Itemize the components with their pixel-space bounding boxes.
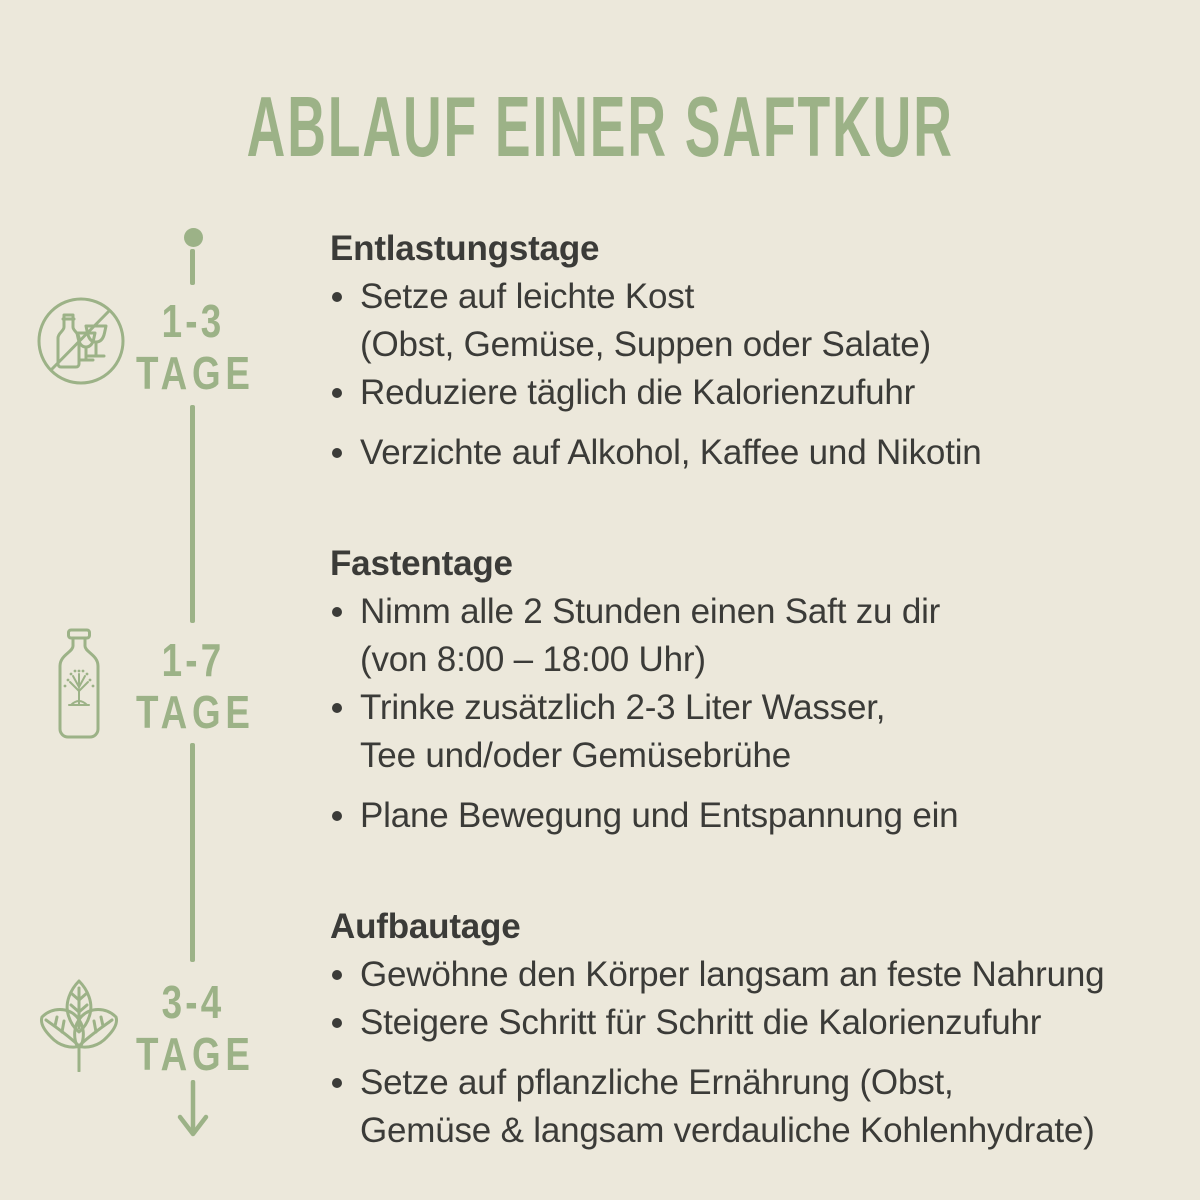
bullet-text: Setze auf leichte Kost (Obst, Gemüse, Suppen oder Salate) <box>360 277 932 364</box>
bullet-text: Steigere Schritt für Schritt die Kalorienzufuhr <box>360 1003 1042 1042</box>
section-heading: Fastentage <box>330 544 513 583</box>
bullet-text: Setze auf pflanzliche Ernährung (Obst, Gemüse & langsam verdauliche Kohlenhydrate) <box>360 1063 1095 1150</box>
phase-3-duration-unit: TAGE <box>136 1028 255 1080</box>
bullet-text: Trinke zusätzlich 2-3 Liter Wasser, Tee und/oder Gemüsebrühe <box>360 688 886 775</box>
bullet-text: Gewöhne den Körper langsam an feste Nahrung <box>360 955 1105 994</box>
timeline-segment-2 <box>190 405 195 623</box>
bullet-text: Reduziere täglich die Kalorienzufuhr <box>360 373 916 412</box>
bullet-dot <box>332 448 342 458</box>
section-entlastungstage <box>330 225 1190 477</box>
bullet-dot <box>332 1078 342 1088</box>
list-item <box>330 951 1190 999</box>
phase-1-duration: 1-3 <box>161 295 225 347</box>
timeline-segment-3 <box>190 743 195 962</box>
list-item <box>330 273 1190 369</box>
timeline-start-dot <box>184 228 203 247</box>
section-aufbautage <box>330 903 1190 1155</box>
bullet-list <box>330 588 1190 840</box>
bullet-text: Nimm alle 2 Stunden einen Saft zu dir (von 8:00 – 18:00 Uhr) <box>360 592 941 679</box>
section-fastentage <box>330 540 1190 840</box>
phase-2-duration-unit: TAGE <box>136 686 255 738</box>
list-item <box>330 369 1190 417</box>
list-item <box>330 588 1190 684</box>
list-item <box>330 429 1190 477</box>
bullet-dot <box>332 607 342 617</box>
list-item <box>330 684 1190 780</box>
no-alcohol-icon <box>36 296 126 386</box>
section-heading: Aufbautage <box>330 907 521 946</box>
timeline-segment-1 <box>190 249 195 285</box>
phase-1-duration-label <box>121 295 265 399</box>
list-item <box>330 999 1190 1047</box>
bullet-dot <box>332 811 342 821</box>
bullet-dot <box>332 388 342 398</box>
juice-bottle-icon <box>56 627 102 739</box>
phase-1-duration-unit: TAGE <box>136 347 255 399</box>
timeline-end-arrow-icon <box>171 1080 215 1145</box>
list-item <box>330 1059 1190 1155</box>
phase-2-duration-label <box>121 634 265 738</box>
bullet-dot <box>332 292 342 302</box>
bullet-text: Verzichte auf Alkohol, Kaffee und Nikotin <box>360 433 982 472</box>
phase-3-duration: 3-4 <box>161 976 225 1028</box>
phase-2-duration: 1-7 <box>161 634 225 686</box>
bullet-dot <box>332 1018 342 1028</box>
section-heading: Entlastungstage <box>330 229 600 268</box>
leaves-icon <box>35 976 123 1072</box>
bullet-dot <box>332 970 342 980</box>
page-title <box>0 78 1200 202</box>
bullet-list <box>330 273 1190 477</box>
phase-3-duration-label <box>121 976 265 1080</box>
list-item <box>330 792 1190 840</box>
bullet-dot <box>332 703 342 713</box>
bullet-text: Plane Bewegung und Entspannung ein <box>360 796 959 835</box>
bullet-list <box>330 951 1190 1155</box>
page-title-text: ABLAUF EINER SAFTKUR <box>246 80 954 175</box>
